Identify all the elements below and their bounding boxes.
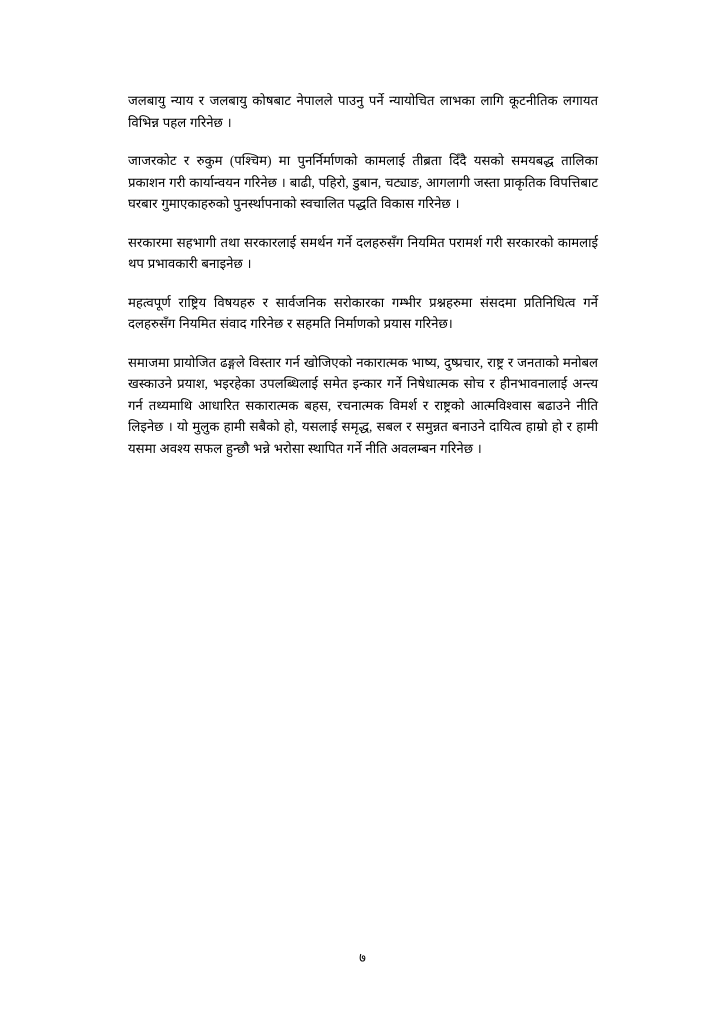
paragraph: जलबायु न्याय र जलबायु कोषबाट नेपालले पाउनु पर्ने न्यायोचित लाभका लागि कूटनीतिक लगायत विभिन्न पहल गरिनेछ । <box>128 93 598 130</box>
paragraph: सरकारमा सहभागी तथा सरकारलाई समर्थन गर्ने दलहरुसँग नियमित परामर्श गरी सरकारको कामलाई थप प्रभावकारी बनाइनेछ । <box>128 234 598 271</box>
page-content <box>128 90 598 459</box>
paragraph: महत्वपूर्ण राष्ट्रिय विषयहरु र सार्वजनिक सरोकारका गम्भीर प्रश्नहरुमा संसदमा प्रतिनिधित्व गर्ने दलहरुसँग नियमित संवाद गरिनेछ र सहमति निर्माणको प्रयास गरिनेछ। <box>128 294 598 331</box>
paragraph: समाजमा प्रायोजित ढङ्गले विस्तार गर्न खोजिएको नकारात्मक भाष्य, दुष्प्रचार, राष्ट्र र जनताको मनोबल खस्काउने प्रयाश, भइरहेका उपलब्धिलाई समेत इन्कार गर्ने निषेधात्मक सोच र हीनभावनालाई अन्त्य गर्न तथ्यमाथि आधारित सकारात्मक बहस, रचनात्मक विमर्श र राष्ट्रको आत्मविश्वास बढाउने नीति लिइनेछ । यो मुलुक हामी सबैको हो, यसलाई समृद्ध, सबल र समुन्नत बनाउने दायित्व हाम्रो हो र हामी यसमा अवश्य सफल हुन्छौ भन्ने भरोसा स्थापित गर्ने नीति अवलम्बन गरिनेछ । <box>128 354 598 456</box>
paragraph: जाजरकोट र रुकुम (पश्चिम) मा पुनर्निर्माणको कामलाई तीब्रता दिँदै यसको समयबद्ध तालिका प्रकाशन गरी कार्यान्वयन गरिनेछ । बाढी, पहिरो, डुबान, चट्याङ, आगलागी जस्ता प्राकृतिक विपत्तिबाट घरबार गुमाएकाहरुको पुनर्स्थापनाको स्वचालित पद्धति विकास गरिनेछ । <box>128 153 598 211</box>
page-number: ७ <box>359 950 366 965</box>
